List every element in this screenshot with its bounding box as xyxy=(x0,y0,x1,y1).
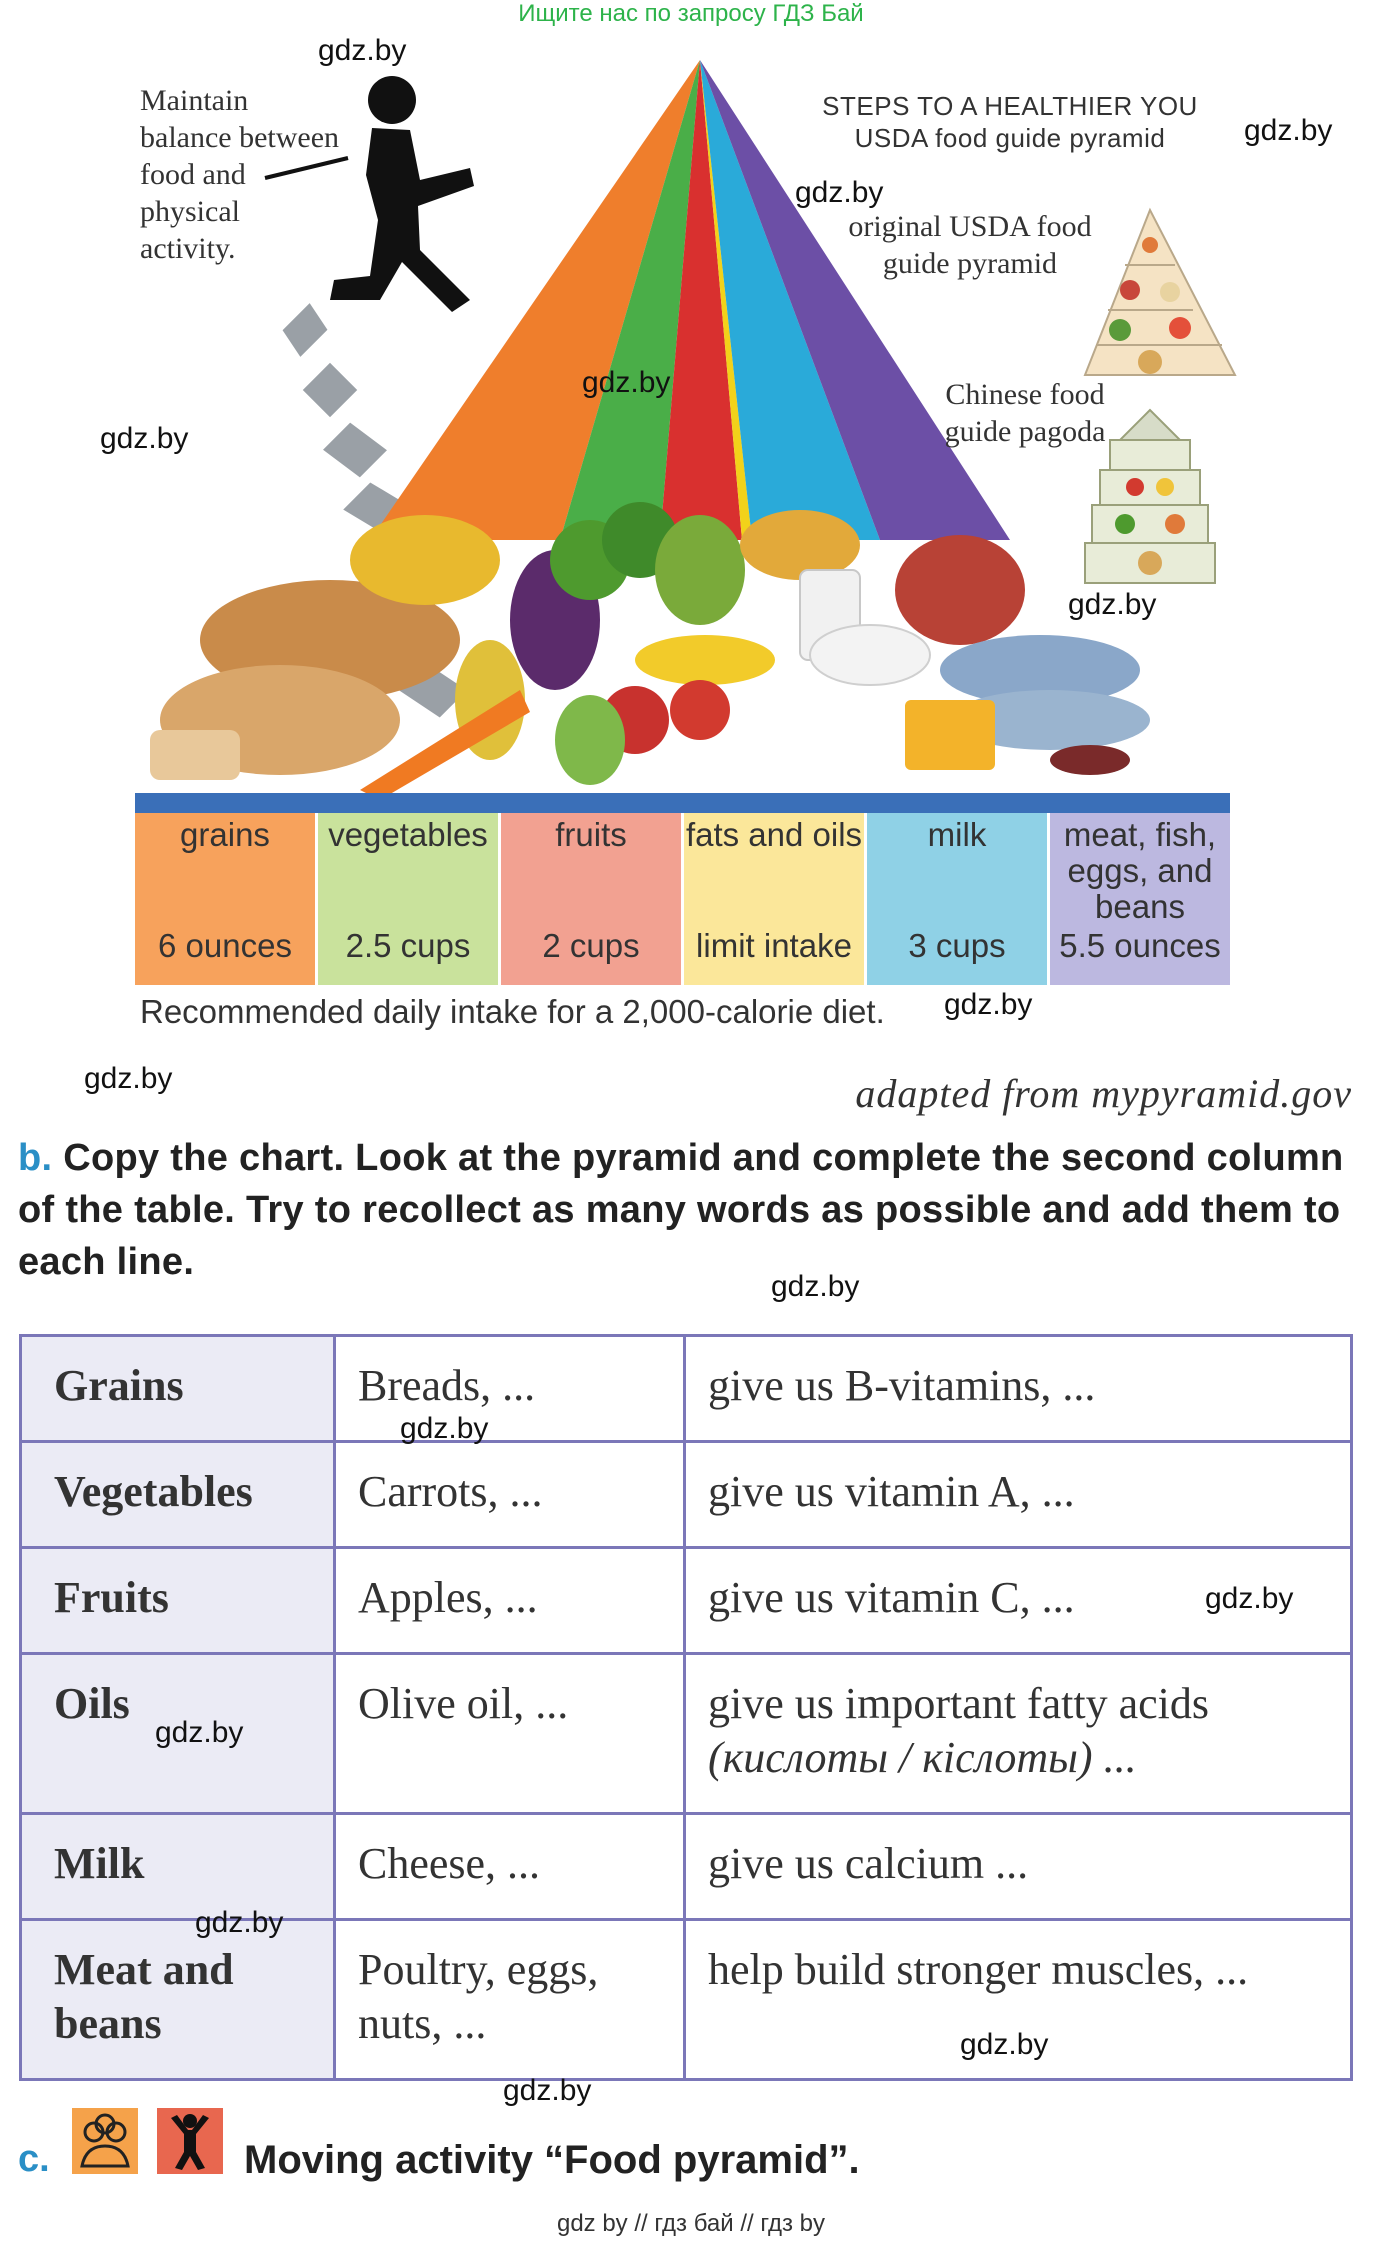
task-c-title: Moving activity “Food pyramid”. xyxy=(244,2138,860,2182)
band-amount: 3 cups xyxy=(908,927,1006,964)
watermark: gdz.by xyxy=(503,2074,592,2107)
benefit-text: give us important fatty acids xyxy=(708,1679,1209,1728)
intake-band-1 xyxy=(318,813,498,985)
table-row xyxy=(21,1336,1352,1442)
food-group-cell: Milk xyxy=(21,1814,335,1920)
examples-cell: Cheese, ... xyxy=(335,1814,685,1920)
band-label: grains xyxy=(180,816,270,853)
food-group-cell: Fruits xyxy=(21,1548,335,1654)
benefit-cell xyxy=(685,1814,1352,1920)
band-label: milk xyxy=(927,816,987,853)
benefit-text: give us vitamin A, ... xyxy=(708,1467,1075,1516)
food-pile-illustration xyxy=(150,502,1150,800)
watermark: gdz.by xyxy=(944,988,1033,1021)
runner-figure xyxy=(330,76,474,312)
food-group-cell: Vegetables xyxy=(21,1442,335,1548)
watermark: gdz.by xyxy=(155,1716,244,1749)
benefit-text: help build stronger muscles, ... xyxy=(708,1945,1249,1994)
intake-band-0 xyxy=(135,813,315,985)
group-work-icon xyxy=(72,2108,138,2174)
band-amount: 5.5 ounces xyxy=(1059,927,1221,964)
intake-band-4 xyxy=(867,813,1047,985)
watermark: gdz.by xyxy=(1068,588,1157,621)
band-label: fruits xyxy=(555,816,627,853)
figure-heading-line2: USDA food guide pyramid xyxy=(854,123,1166,153)
food-group-cell: Meat and beans xyxy=(21,1920,335,2080)
intake-band-2 xyxy=(501,813,681,985)
figure-caption: Recommended daily intake for a 2,000-calorie diet. xyxy=(140,993,885,1030)
chinese-pagoda-note: Chinese food guide pagoda xyxy=(944,378,1106,448)
benefit-text: give us calcium ... xyxy=(708,1839,1029,1888)
intake-band-5 xyxy=(1050,813,1230,985)
watermark: gdz.by xyxy=(1244,114,1333,147)
watermark: gdz.by xyxy=(795,176,884,209)
benefit-translation: (кислоты / кіслоты) ... xyxy=(708,1733,1137,1782)
table-row xyxy=(21,1814,1352,1920)
watermark: gdz.by xyxy=(582,366,671,399)
band-top-strip xyxy=(135,793,1230,813)
food-groups-table xyxy=(19,1334,1353,2081)
examples-cell: Breads, ... xyxy=(335,1336,685,1442)
task-b-instructions xyxy=(18,1132,1358,1288)
original-pyramid-note: original USDA food guide pyramid xyxy=(848,210,1092,280)
task-b-text: Copy the chart. Look at the pyramid and complete the second column of the table. Try to recollect as many words as possible and add them to each line. xyxy=(18,1137,1344,1283)
benefit-cell xyxy=(685,1336,1352,1442)
figure-source: adapted from mypyramid.gov xyxy=(855,1071,1352,1116)
figure-heading-line1: STEPS TO A HEALTHIER YOU xyxy=(822,91,1198,121)
band-amount: 6 ounces xyxy=(158,927,292,964)
intake-band-3 xyxy=(684,813,864,985)
watermark: gdz.by xyxy=(318,34,407,67)
figure-heading xyxy=(760,90,1260,154)
band-label: meat, fish, eggs, and beans xyxy=(1063,816,1217,925)
band-amount: 2 cups xyxy=(542,927,640,964)
table-row xyxy=(21,1920,1352,2080)
benefit-cell xyxy=(685,1442,1352,1548)
band-amount: 2.5 cups xyxy=(345,927,471,964)
examples-cell: Poultry, eggs, nuts, ... xyxy=(335,1920,685,2080)
food-group-cell: Grains xyxy=(21,1336,335,1442)
benefit-cell xyxy=(685,1654,1352,1814)
top-banner[interactable]: Ищите нас по запросу ГДЗ Бай xyxy=(518,0,864,27)
watermark: gdz.by xyxy=(195,1906,284,1939)
examples-cell: Olive oil, ... xyxy=(335,1654,685,1814)
moving-activity-icon xyxy=(157,2108,223,2174)
task-c-letter: c. xyxy=(18,2138,50,2180)
watermark: gdz.by xyxy=(1205,1582,1294,1615)
band-amount: limit intake xyxy=(696,927,852,964)
watermark: gdz.by xyxy=(771,1270,860,1303)
watermark: gdz.by xyxy=(84,1062,173,1095)
footer-links[interactable]: gdz by // гдз бай // гдз by xyxy=(556,2210,826,2237)
food-group-cell: Oils xyxy=(21,1654,335,1814)
balance-note: Maintain balance between food and physical activity. xyxy=(140,84,340,265)
watermark: gdz.by xyxy=(960,2028,1049,2061)
watermark: gdz.by xyxy=(100,422,189,455)
table-row xyxy=(21,1548,1352,1654)
band-label: fats and oils xyxy=(685,816,863,853)
band-label: vegetables xyxy=(328,816,488,853)
benefit-text: give us vitamin C, ... xyxy=(708,1573,1075,1622)
benefit-text: give us B-vitamins, ... xyxy=(708,1361,1096,1410)
examples-cell: Apples, ... xyxy=(335,1548,685,1654)
examples-cell: Carrots, ... xyxy=(335,1442,685,1548)
table-row xyxy=(21,1442,1352,1548)
task-b-letter: b. xyxy=(18,1137,53,1179)
watermark: gdz.by xyxy=(400,1412,489,1445)
